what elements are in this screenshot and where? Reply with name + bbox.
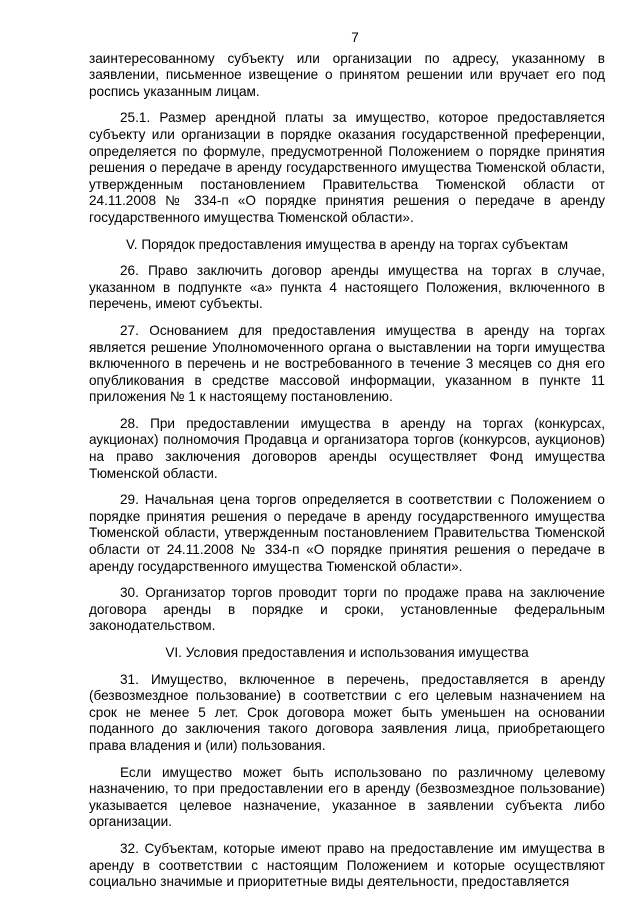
- section-heading-v: V. Порядок предоставления имущества в аренду на торгах субъектам: [125, 236, 569, 252]
- paragraph-26: 26. Право заключить договор аренды имущества на торгах в случае, указанном в подпункте «а» пункта 4 настоящего Положения, включенного в перечень, имеют субъекты.: [89, 263, 605, 312]
- section-heading-vi: VI. Условия предоставления и использования имущества: [165, 645, 529, 660]
- paragraph-27: 27. Основанием для предоставления имущества в аренду на торгах является решение Уполномоченного органа о выставлении на торги имущества включенного в перечень и не востребованного в течение 3 месяцев со дня его опубликования в средстве массовой информации, указанном в пункте 11 приложения № 1 к настоящему постановлению.: [89, 322, 605, 405]
- paragraph-29: 29. Начальная цена торгов определяется в соответствии с Положением о порядке принятия решения о передаче в аренду государственного имущества Тюменской области, утвержденным постановлением Правительства Тюменской области от 24.11.2008 № 334-п «О порядке принятия решения о передаче в аренду государственного имущества Тюменской области».: [89, 492, 605, 574]
- paragraph-32: 32. Субъектам, которые имеют право на предоставление им имущества в аренду в соответствии с настоящим Положением и которые осуществляют социально значимые и приоритетные виды деятельности, предоставляется: [89, 840, 605, 890]
- paragraph-28: 28. При предоставлении имущества в аренду на торгах (конкурсах, аукционах) полномочия Продавца и организатора торгов (конкурсов, аукционов) на право заключения договоров аренды осуществляет Фонд имущества Тюменской области.: [89, 415, 605, 481]
- page-number: 7: [351, 30, 359, 45]
- paragraph-31-second: Если имущество может быть использовано по различному целевому назначению, то при предоставлении его в аренду (безвозмездное пользование) указывается целевое назначение, указанное в заявлении субъекта либо организации.: [89, 764, 605, 830]
- document-page: [89, 30, 605, 901]
- paragraph-continuation: заинтересованному субъекту или организации по адресу, указанному в заявлении, письменное извещение о принятом решении или вручает его под роспись указанным лицам.: [89, 50, 605, 99]
- paragraph-31: 31. Имущество, включенное в перечень, предоставляется в аренду (безвозмездное пользование) в соответствии с его целевым назначением на срок не менее 5 лет. Срок договора может быть уменьшен на основании поданного до заключения такого договора заявления лица, приобретающего права владения и (или) пользования.: [89, 671, 605, 753]
- paragraph-25-1: 25.1. Размер арендной платы за имущество, которое предоставляется субъекту или организации в порядке оказания государственной преференции, определяется по формуле, предусмотренной Положением о порядке принятия решения о передаче в аренду государственного имущества Тюменской области, утвержденным постановлением Правительства Тюменской области от 24.11.2008 № 334-п «О порядке принятия решения о передаче в аренду государственного имущества Тюменской области».: [89, 110, 605, 225]
- paragraph-30: 30. Организатор торгов проводит торги по продаже права на заключение договора аренды в порядке и сроки, установленные федеральным законодательством.: [89, 585, 605, 634]
